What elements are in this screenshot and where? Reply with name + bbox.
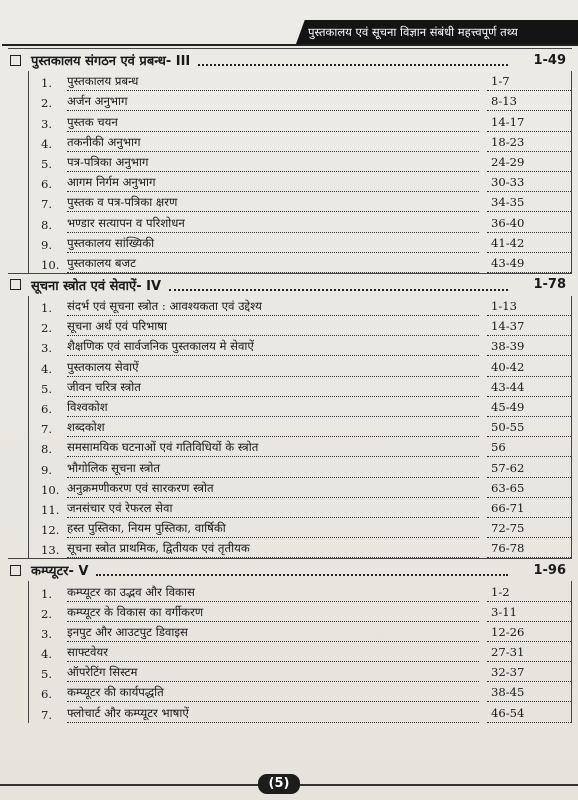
entry-number: 9. <box>41 237 53 252</box>
entry-number: 10. <box>41 257 60 272</box>
entry-number: 2. <box>41 96 53 111</box>
entry-title: पुस्तकालय बजट <box>67 255 479 273</box>
entry-title: कम्प्यूटर का उद्भव और विकास <box>67 584 479 602</box>
section-heading <box>8 558 572 581</box>
list-item <box>29 581 571 601</box>
entry-page-range: 72-75 <box>487 520 571 538</box>
entry-number: 2. <box>41 321 53 336</box>
entry-number: 6. <box>41 177 53 192</box>
entry-number: 3. <box>41 626 53 641</box>
list-item <box>29 457 571 477</box>
entry-page-range: 27-31 <box>487 644 571 662</box>
entry-title: कम्प्यूटर के विकास का वर्गीकरण <box>67 604 479 622</box>
entry-title: सूचना स्त्रोत प्राथमिक, द्वितीयक एवं तृतीयक <box>67 540 479 558</box>
list-item <box>29 233 571 253</box>
list-item <box>29 91 571 111</box>
list-item <box>29 212 571 232</box>
section-title: सूचना स्त्रोत एवं सेवाऐं- IV <box>31 278 162 294</box>
section-title: पुस्तकालय संगठन एवं प्रबन्ध- III <box>31 54 191 69</box>
entry-number: 5. <box>41 156 53 171</box>
running-header: पुस्तकालय एवं सूचना विज्ञान संबंधी महत्त्वपूर्ण तथ्य <box>308 25 518 39</box>
list-item <box>29 253 571 273</box>
list-item <box>29 602 571 622</box>
entry-page-range: 3-11 <box>487 604 571 622</box>
entry-page-range: 34-35 <box>487 194 571 212</box>
entry-title: पुस्तकालय सांख्यिकी <box>67 235 479 253</box>
entry-page-range: 63-65 <box>487 480 571 498</box>
entry-page-range: 41-42 <box>487 235 571 253</box>
entry-title: पत्र-पत्रिका अनुभाग <box>67 154 479 172</box>
entry-number: 7. <box>41 197 53 212</box>
entry-title: शैक्षणिक एवं सार्वजनिक पुस्तकालय मे सेवाऐं <box>67 338 479 356</box>
entry-page-range: 1-13 <box>487 298 571 316</box>
entry-page-range: 50-55 <box>487 419 571 437</box>
list-item <box>29 417 571 437</box>
entry-title: फ्लोचार्ट और कम्प्यूटर भाषाऐं <box>67 705 479 723</box>
entry-page-range: 38-39 <box>487 338 571 356</box>
entry-title: जनसंचार एवं रेफरल सेवा <box>67 500 479 518</box>
entry-title: पुस्तकालय प्रबन्ध <box>67 73 479 91</box>
entry-page-range: 38-45 <box>487 684 571 702</box>
entry-number: 4. <box>41 136 53 151</box>
list-item <box>29 538 571 558</box>
entry-list <box>28 71 572 273</box>
section-page-range: 1-78 <box>533 277 566 293</box>
entry-number: 7. <box>41 707 53 722</box>
entry-page-range: 32-37 <box>487 664 571 682</box>
entry-number: 5. <box>41 381 53 396</box>
list-item <box>29 518 571 538</box>
entry-title: हस्त पुस्तिका, नियम पुस्तिका, वार्षिकी <box>67 520 479 538</box>
list-item <box>29 437 571 457</box>
entry-number: 6. <box>41 687 53 702</box>
entry-title: भण्डार सत्यापन व परिशोधन <box>67 215 479 233</box>
entry-number: 8. <box>41 217 53 232</box>
section-title: कम्प्यूटर- V <box>31 564 89 580</box>
entry-page-range: 8-13 <box>487 93 571 111</box>
list-item <box>29 152 571 172</box>
entry-title: साफ्टवेयर <box>67 644 479 662</box>
entry-number: 1. <box>41 301 53 316</box>
list-item <box>29 642 571 662</box>
list-item <box>29 702 571 722</box>
entry-number: 10. <box>41 482 60 497</box>
entry-number: 2. <box>41 606 53 621</box>
entry-title: अनुक्रमणीकरण एवं सारकरण स्त्रोत <box>67 480 479 498</box>
entry-page-range: 14-37 <box>487 318 571 336</box>
entry-title: विश्वकोश <box>67 399 479 417</box>
entry-page-range: 43-44 <box>487 379 571 397</box>
entry-page-range: 36-40 <box>487 215 571 233</box>
entry-number: 9. <box>41 462 53 477</box>
entry-title: सूचना अर्थ एवं परिभाषा <box>67 318 479 336</box>
entry-number: 3. <box>41 116 53 131</box>
entry-title: भौगोलिक सूचना स्त्रोत <box>67 460 479 478</box>
entry-number: 8. <box>41 442 53 457</box>
entry-page-range: 12-26 <box>487 624 571 642</box>
entry-title: पुस्तक व पत्र-पत्रिका क्षरण <box>67 194 479 212</box>
entry-number: 5. <box>41 667 53 682</box>
entry-page-range: 30-33 <box>487 174 571 192</box>
list-item <box>29 111 571 131</box>
list-item <box>29 377 571 397</box>
entry-page-range: 76-78 <box>487 540 571 558</box>
list-item <box>29 132 571 152</box>
section-heading <box>8 273 572 296</box>
list-item <box>29 71 571 91</box>
dot-leader <box>96 564 508 576</box>
entry-page-range: 66-71 <box>487 500 571 518</box>
list-item <box>29 682 571 702</box>
checkbox-square-icon <box>10 279 21 290</box>
entry-number: 3. <box>41 341 53 356</box>
entry-page-range: 14-17 <box>487 114 571 132</box>
entry-number: 1. <box>41 586 53 601</box>
entry-page-range: 46-54 <box>487 705 571 723</box>
list-item <box>29 316 571 336</box>
list-item <box>29 498 571 518</box>
entry-page-range: 56 <box>487 439 571 457</box>
entry-title: इनपुट और आउटपुट डिवाइस <box>67 624 479 642</box>
checkbox-square-icon <box>10 55 21 66</box>
dot-leader <box>198 54 508 66</box>
entry-title: तकनीकी अनुभाग <box>67 134 479 152</box>
section-page-range: 1-49 <box>533 52 566 68</box>
entry-list <box>28 581 572 722</box>
list-item <box>29 172 571 192</box>
entry-page-range: 43-49 <box>487 255 571 273</box>
list-item <box>29 296 571 316</box>
entry-page-range: 45-49 <box>487 399 571 417</box>
entry-title: ऑपरेटिंग सिस्टम <box>67 664 479 682</box>
entry-number: 7. <box>41 422 53 437</box>
entry-title: समसामयिक घटनाओं एवं गतिविधियों के स्त्रोत <box>67 439 479 457</box>
entry-title: अर्जन अनुभाग <box>67 93 479 111</box>
entry-number: 12. <box>41 523 60 538</box>
entry-title: संदर्भ एवं सूचना स्त्रोत : आवश्यकता एवं उद्देश्य <box>67 298 479 316</box>
list-item <box>29 622 571 642</box>
entry-number: 4. <box>41 647 53 662</box>
dot-leader <box>169 279 508 291</box>
entry-number: 4. <box>41 361 53 376</box>
entry-number: 1. <box>41 76 53 91</box>
entry-page-range: 18-23 <box>487 134 571 152</box>
page-number: (5) <box>258 774 300 794</box>
entry-number: 6. <box>41 402 53 416</box>
list-item <box>29 356 571 376</box>
entry-title: पुस्तकालय सेवाऐं <box>67 359 479 377</box>
entry-page-range: 24-29 <box>487 154 571 172</box>
entry-title: पुस्तक चयन <box>67 114 479 132</box>
checkbox-square-icon <box>10 565 21 576</box>
table-of-contents <box>8 48 572 723</box>
entry-number: 13. <box>41 543 60 558</box>
list-item <box>29 397 571 417</box>
entry-page-range: 1-7 <box>487 73 571 91</box>
header-rule <box>2 44 578 46</box>
section-heading <box>8 48 572 71</box>
section-page-range: 1-96 <box>533 562 566 578</box>
entry-list <box>28 296 572 558</box>
list-item <box>29 192 571 212</box>
list-item <box>29 662 571 682</box>
entry-number: 11. <box>41 502 60 517</box>
entry-title: जीवन चरित्र स्त्रोत <box>67 379 479 397</box>
entry-title: आगम निर्गम अनुभाग <box>67 174 479 192</box>
entry-title: शब्दकोश <box>67 419 479 437</box>
entry-page-range: 1-2 <box>487 584 571 602</box>
entry-title: कम्प्यूटर की कार्यपद्धति <box>67 684 479 702</box>
entry-page-range: 57-62 <box>487 460 571 478</box>
list-item <box>29 478 571 498</box>
entry-page-range: 40-42 <box>487 359 571 377</box>
list-item <box>29 336 571 356</box>
